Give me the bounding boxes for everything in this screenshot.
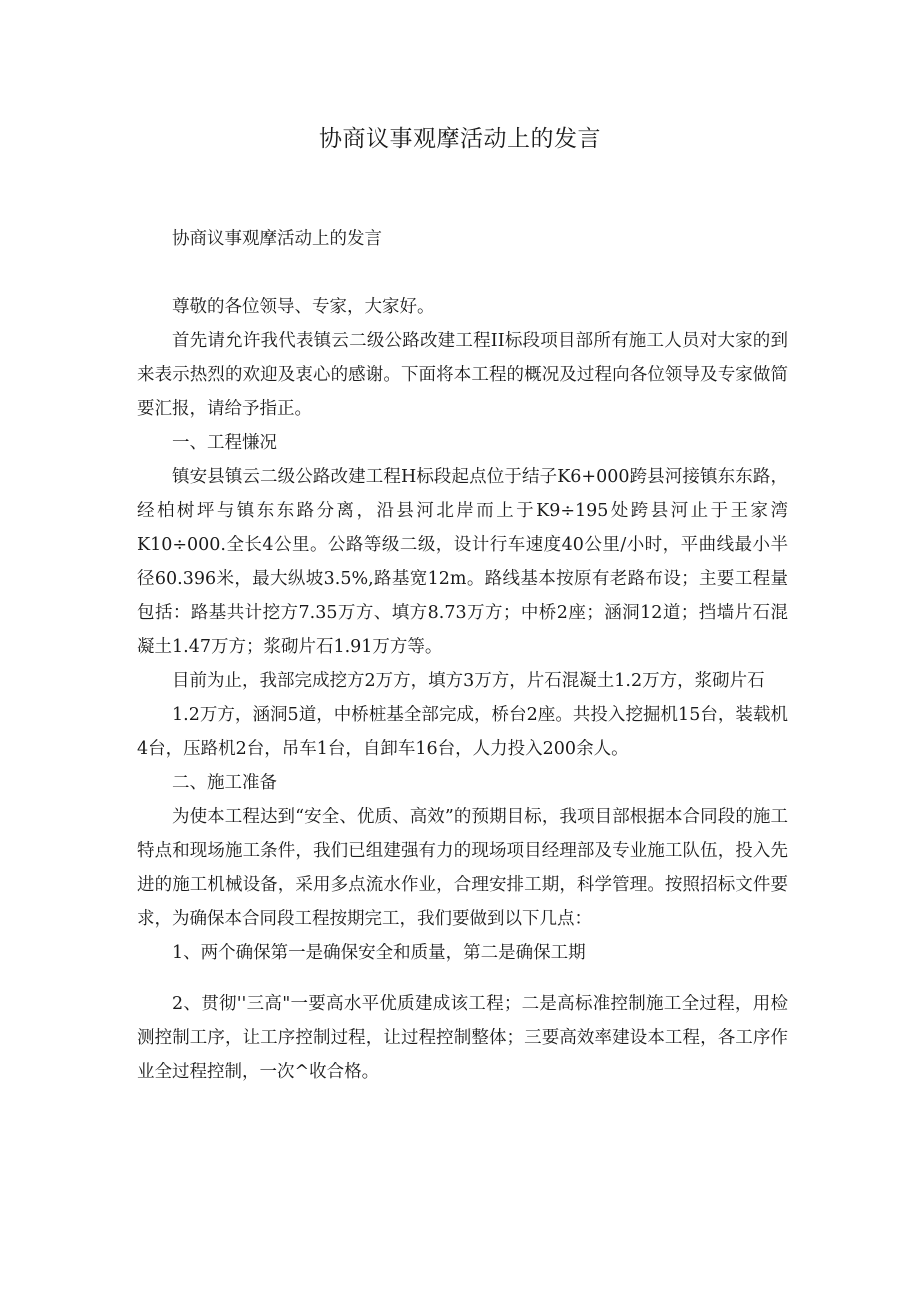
greeting-paragraph: 尊敬的各位领导、专家，大家好。 — [172, 297, 435, 317]
point-2-paragraph: 2、贯彻''三高"一要高水平优质建成该工程；二是高标准控制施工全过程，用检测控制工序，让工序控制过程，让过程控制整体；三要高效率建设本工程，各工序作业全过程控制，一次^收合格。 — [137, 994, 788, 1082]
progress-continued-paragraph: 1.2万方，涵洞5道，中桥桩基全部完成，桥台2座。共投入挖掘机15台，装载机4台，压路机2台，吊车1台，自卸车16台，人力投入200余人。 — [137, 705, 788, 759]
spacer — [137, 256, 788, 290]
section-heading-overview: 一、工程慊况 — [172, 433, 277, 453]
document-body — [137, 222, 788, 1089]
point-1-paragraph: 1、两个确保第一是确保安全和质量，第二是确保工期 — [172, 943, 586, 963]
section-heading-preparation: 二、施工准备 — [172, 773, 277, 793]
intro-paragraph: 首先请允许我代表镇云二级公路改建工程II标段项目部所有施工人员对大家的到来表示热烈的欢迎及衷心的感谢。下面将本工程的概况及过程向各位领导及专家做简要汇报，请给予指正。 — [137, 331, 788, 419]
overview-paragraph: 镇安县镇云二级公路改建工程H标段起点位于结子K6+000跨县河接镇东东路，经柏树坪与镇东东路分离，沿县河北岸而上于K9÷195处跨县河止于王家湾K10÷000.全长4公里。公路等级二级，设计行车速度40公里/小时，平曲线最小半径60.396米，最大纵坡3.5%,路基宽12m。路线基本按原有老路布设；主要工程量包括：路基共计挖方7.35万方、填方8.73万方；中桥2座；涵洞12道；挡墙片石混凝土1.47万方；浆砌片石1.91万方等。 — [137, 467, 788, 657]
preparation-paragraph: 为使本工程达到“安全、优质、高效”的预期目标，我项目部根据本合同段的施工特点和现场施工条件，我们已组建强有力的现场项目经理部及专业施工队伍，投入先进的施工机械设备，采用多点流水作业，合理安排工期，科学管理。按照招标文件要求，为确保本合同段工程按期完工，我们要做到以下几点： — [137, 807, 788, 929]
body-heading: 协商议事观摩活动上的发言 — [172, 229, 382, 249]
spacer — [137, 970, 788, 987]
document-title: 协商议事观摩活动上的发言 — [319, 126, 601, 152]
progress-paragraph: 目前为止，我部完成挖方2万方，填方3万方，片石混凝土1.2万方，浆砌片石 — [172, 671, 765, 691]
